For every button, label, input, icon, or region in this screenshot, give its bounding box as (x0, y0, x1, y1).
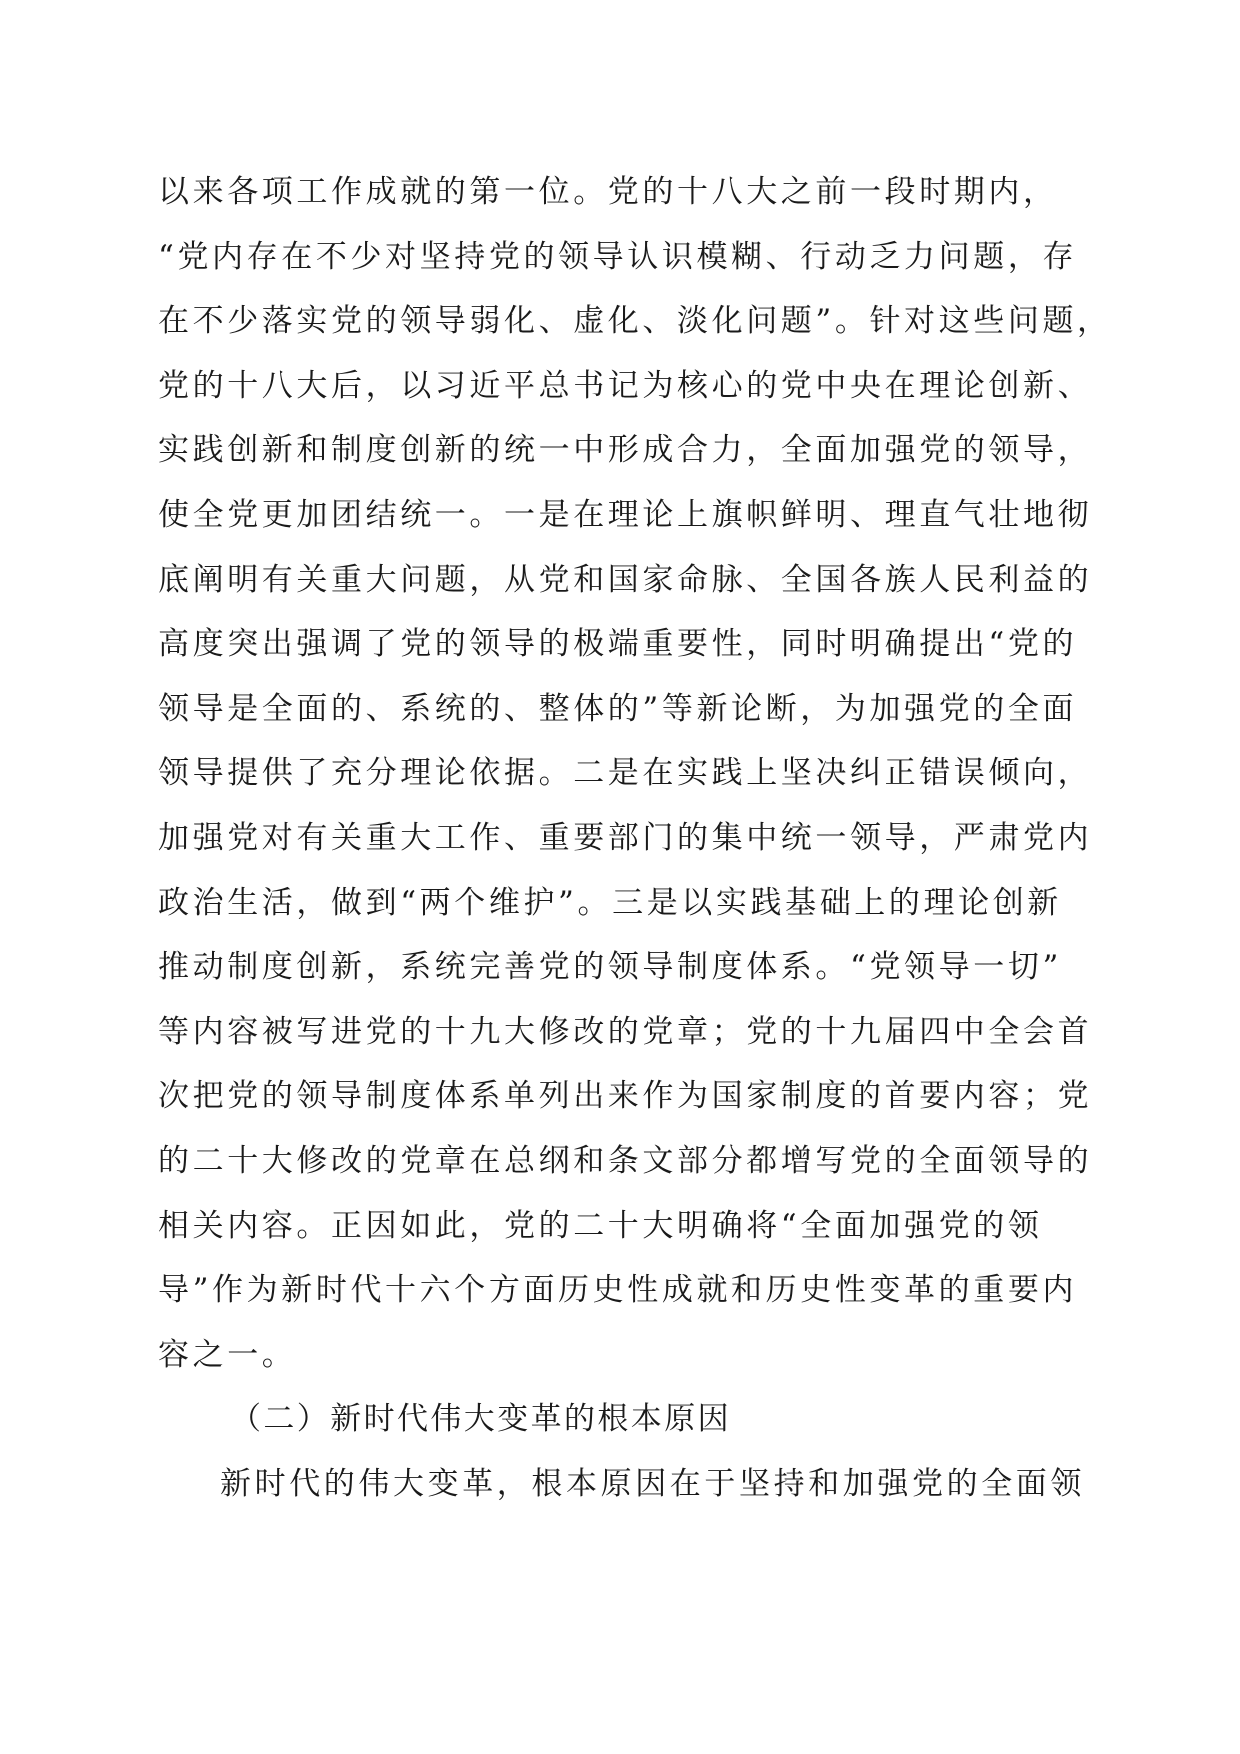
body-text (158, 160, 1118, 1516)
text-line: 高度突出强调了党的领导的极端重要性，同时明确提出“党的 (158, 626, 1078, 663)
section-heading: （二）新时代伟大变革的根本原因 (230, 1401, 731, 1438)
text-line: 底阐明有关重大问题，从党和国家命脉、全国各族人民利益的 (158, 561, 1093, 598)
text-line: 推动制度创新，系统完善党的领导制度体系。“党领导一切” (158, 949, 1062, 986)
text-line: 实践创新和制度创新的统一中形成合力，全面加强党的领导， (158, 432, 1093, 469)
text-line: 加强党对有关重大工作、重要部门的集中统一领导，严肃党内 (158, 819, 1093, 856)
text-line: 容之一。 (158, 1336, 297, 1373)
text-line: 导”作为新时代十六个方面历史性成就和历史性变革的重要内 (158, 1272, 1078, 1309)
text-line: 等内容被写进党的十九大修改的党章；党的十九届四中全会首 (158, 1013, 1093, 1050)
text-line: “党内存在不少对坚持党的领导认识模糊、行动乏力问题，存 (158, 238, 1078, 275)
text-line: 相关内容。正因如此，党的二十大明确将“全面加强党的领 (158, 1207, 1043, 1244)
text-line: 的二十大修改的党章在总纲和条文部分都增写党的全面领导的 (158, 1142, 1093, 1179)
text-line: 次把党的领导制度体系单列出来作为国家制度的首要内容；党 (158, 1078, 1093, 1115)
paragraph-first-line: 新时代的伟大变革，根本原因在于坚持和加强党的全面领 (220, 1465, 1085, 1502)
text-line: 使全党更加团结统一。一是在理论上旗帜鲜明、理直气壮地彻 (158, 496, 1093, 533)
text-line: 领导是全面的、系统的、整体的”等新论断，为加强党的全面 (158, 690, 1078, 727)
text-line: 以来各项工作成就的第一位。党的十八大之前一段时期内， (158, 174, 1058, 210)
text-line: 党的十八大后，以习近平总书记为核心的党中央在理论创新、 (158, 367, 1093, 404)
text-line: 在不少落实党的领导弱化、虚化、淡化问题”。针对这些问题， (158, 303, 1112, 340)
text-line: 领导提供了充分理论依据。二是在实践上坚决纠正错误倾向， (158, 755, 1093, 792)
text-line: 政治生活，做到“两个维护”。三是以实践基础上的理论创新 (158, 884, 1062, 921)
